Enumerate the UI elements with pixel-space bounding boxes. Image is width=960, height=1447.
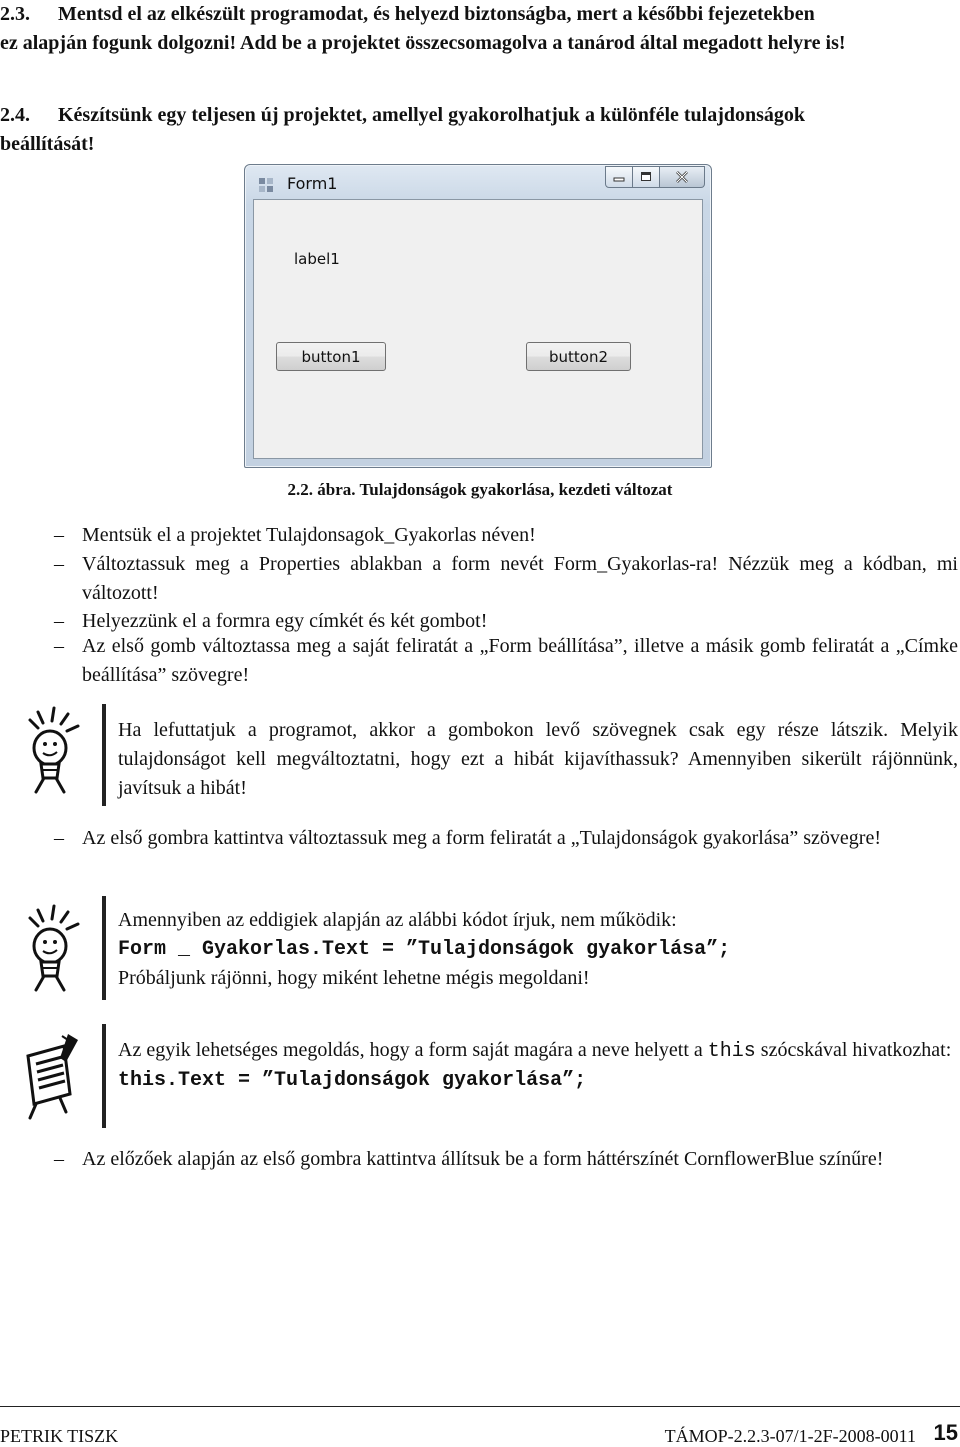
close-button[interactable] xyxy=(660,166,705,188)
caption-text: Tulajdonságok gyakorlása, kezdeti változat xyxy=(355,480,673,499)
lightbulb-icon xyxy=(24,904,84,992)
tip-text: Próbáljunk rájönni, hogy miként lehetne mégis megoldani! xyxy=(118,967,590,989)
task-text: Mentsd el az elkészült programodat, és helyezd biztonságba, mert a későbbi fejezetekben xyxy=(58,3,815,25)
list-item xyxy=(0,824,958,853)
window-controls xyxy=(605,166,705,188)
task-text-continued: ez alapján fogunk dolgozni! Add be a projektet összecsomagolva a tanárod által megadott helyre is! xyxy=(0,32,846,54)
figure-caption xyxy=(0,480,960,500)
minimize-icon xyxy=(613,172,625,182)
note-text-pre: Az egyik lehetséges megoldás, hogy a form saját magára a neve helyett a xyxy=(118,1039,708,1061)
caption-prefix: 2.2. ábra. xyxy=(287,480,356,499)
maximize-button[interactable] xyxy=(633,166,660,188)
list-item-text: Változtassuk meg a Properties ablakban a form nevét Form_Gyakorlas-ra! Nézzük meg a kódban, mi változott! xyxy=(82,553,958,604)
page-number: 15 xyxy=(933,1420,958,1445)
dash-marker: – xyxy=(54,610,64,632)
title-bar xyxy=(245,165,711,199)
form-client-area xyxy=(253,199,703,459)
note-text-post: szócskával hivatkozhat: xyxy=(755,1039,952,1061)
tip-note xyxy=(102,704,958,806)
minimize-button[interactable] xyxy=(605,166,633,188)
list-item xyxy=(0,1145,958,1174)
label1: label1 xyxy=(294,250,340,268)
footer-project-code: TÁMOP-2.2.3-07/1-2F-2008-0011 xyxy=(664,1426,916,1446)
solution-note xyxy=(102,1024,958,1128)
dash-marker: – xyxy=(54,553,64,575)
list-item-text: Mentsük el a projektet Tulajdonsagok_Gyakorlas néven! xyxy=(82,524,536,546)
list-item-text: Az előzőek alapján az első gombra kattintva állítsuk be a form háttérszínét CornflowerBlue színűre! xyxy=(82,1148,884,1170)
task-number: 2.3. xyxy=(0,3,30,25)
task-number: 2.4. xyxy=(0,104,30,126)
dash-marker: – xyxy=(54,1148,64,1170)
form-icon xyxy=(259,178,273,192)
dash-marker: – xyxy=(54,827,64,849)
list-item-text: Az első gomb változtassa meg a saját feliratát a „Form beállítása”, illetve a másik gomb feliratát a „Címke beállítása” szövegre! xyxy=(82,635,958,686)
lightbulb-icon xyxy=(24,706,84,794)
dash-marker: – xyxy=(54,635,64,657)
window-title: Form1 xyxy=(287,174,338,193)
list-item-text: Az első gombra kattintva változtassuk meg a form feliratát a „Tulajdonságok gyakorlása” szövegre! xyxy=(82,827,882,849)
form1-screenshot xyxy=(244,164,712,468)
footer-publisher: PETRIK TISZK xyxy=(0,1426,119,1446)
dash-marker: – xyxy=(54,524,64,546)
tip-text: Amennyiben az eddigiek alapján az alábbi kódot írjuk, nem működik: xyxy=(118,909,677,931)
task-2-3 xyxy=(0,0,958,58)
tip-note xyxy=(102,896,958,1000)
maximize-icon xyxy=(640,171,652,183)
tip-text: Ha lefuttatjuk a programot, akkor a gombokon levő szövegnek csak egy része látszik. Melyik tulajdonságot kell megváltoztatni, hogy ezt a hibát kijavíthassuk? Amennyiben sikerült rájönnünk, javítsuk a hibát! xyxy=(118,719,958,799)
keyword-this: this xyxy=(707,1040,756,1063)
form1-window xyxy=(244,164,712,468)
task-2-4 xyxy=(0,101,958,159)
list-item xyxy=(0,550,958,608)
button1[interactable]: button1 xyxy=(276,342,386,371)
task-text-continued: beállítását! xyxy=(0,133,95,155)
list-item xyxy=(0,632,958,690)
code-line: Form _ Gyakorlas.Text = ”Tulajdonságok gyakorlása”; xyxy=(118,938,731,961)
footer-divider xyxy=(0,1406,960,1407)
note-text xyxy=(118,1039,951,1061)
button2[interactable]: button2 xyxy=(526,342,631,371)
document-pen-icon xyxy=(24,1032,84,1120)
list-item-text: Helyezzünk el a formra egy címkét és két gombot! xyxy=(82,610,488,632)
close-icon xyxy=(674,171,690,183)
code-line: this.Text = ”Tulajdonságok gyakorlása”; xyxy=(118,1069,587,1092)
task-text: Készítsünk egy teljesen új projektet, amellyel gyakorolhatjuk a különféle tulajdonságok xyxy=(58,104,806,126)
list-item xyxy=(0,521,958,550)
